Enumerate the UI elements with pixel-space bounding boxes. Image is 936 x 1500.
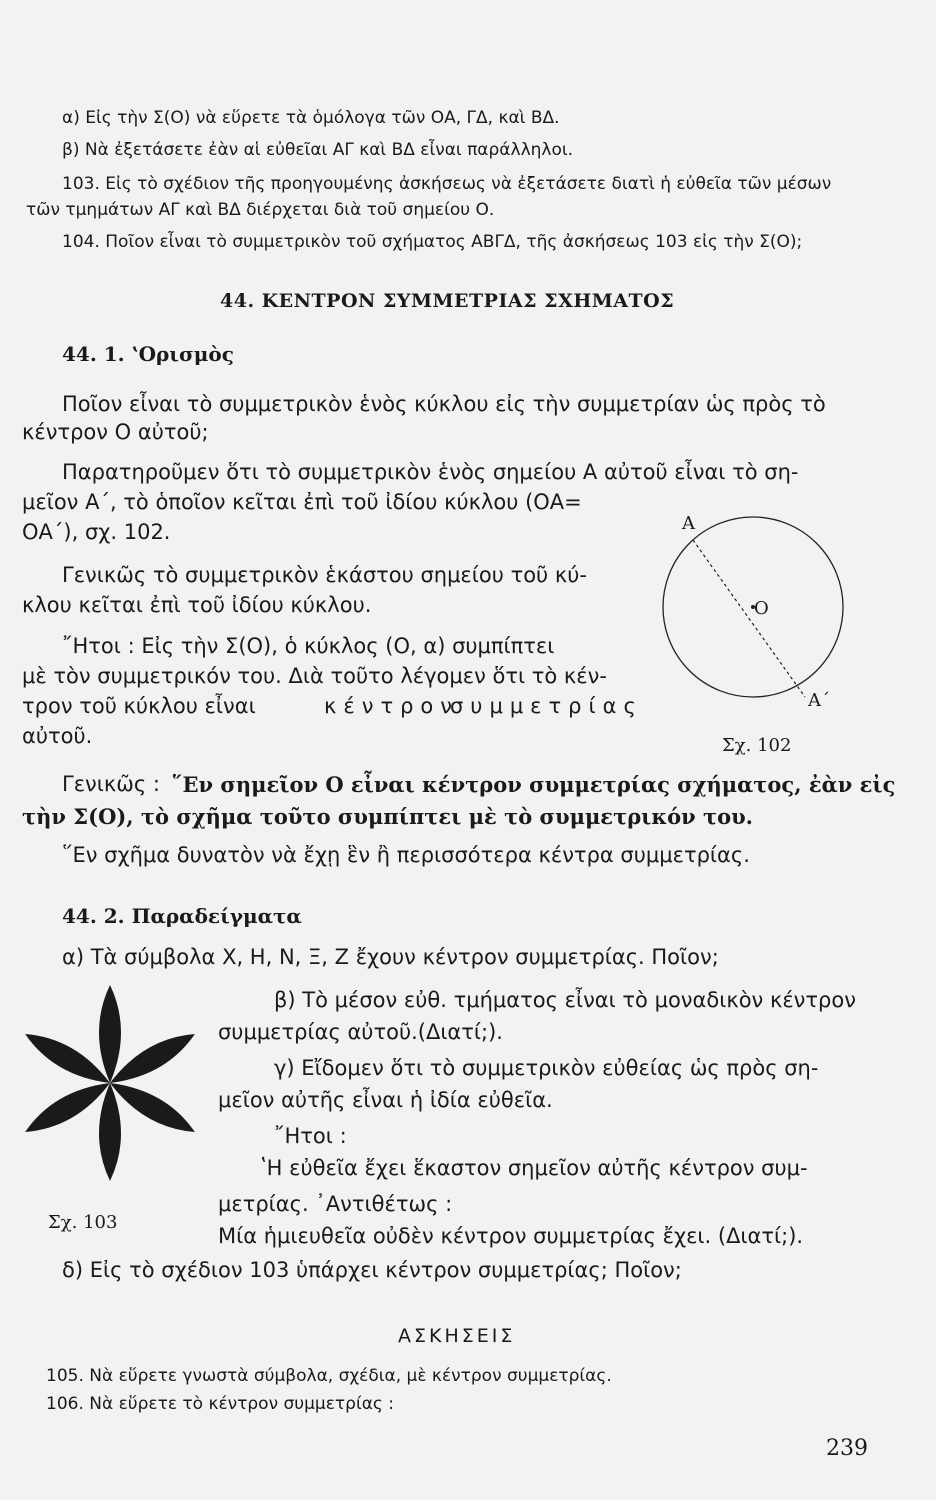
para4-spaced-kentron: κέντρον: [324, 694, 460, 718]
para1-line2: κέντρον Ο αὐτοῦ;: [22, 420, 209, 444]
example-b-line2: συμμετρίας αὐτοῦ.(Διατί;).: [218, 1020, 503, 1044]
para2-line2: μεῖον Α΄, τὸ ὁποῖον κεῖται ἐπὶ τοῦ ἰδίου κύκλου (ΟΑ=: [22, 490, 582, 514]
example-c-line6: Μία ἡμιευθεῖα οὐδὲν κέντρον συμμετρίας ἔχει. (Διατί;).: [218, 1224, 804, 1248]
para4-line1: ῎Ητοι : Εἰς τὴν Σ(Ο), ὁ κύκλος (Ο, α) συμπίπτει: [62, 634, 555, 658]
exercise-106: 106. Νὰ εὕρετε τὸ κέντρον συμμετρίας :: [46, 1394, 395, 1414]
example-b-line1: β) Τὸ μέσον εὐθ. τμήματος εἶναι τὸ μοναδικὸν κέντρον: [274, 988, 856, 1012]
subsection-examples: 44. 2. Παραδείγματα: [62, 904, 302, 928]
definition-line2: τὴν Σ(Ο), τὸ σχῆμα τοῦτο συμπίπτει μὲ τὸ συμμετρικόν του.: [22, 804, 753, 829]
fig102-label-O: Ο: [754, 598, 769, 619]
example-c-line5: μετρίας. ᾽Αντιθέτως :: [218, 1192, 453, 1216]
figure-103: [20, 985, 200, 1215]
petal-4: [99, 1083, 121, 1181]
para1-line1: Ποῖον εἶναι τὸ συμμετρικὸν ἑνὸς κύκλου εἰς τὴν συμμετρίαν ὡς πρὸς τὸ: [62, 392, 826, 416]
page-number: 239: [826, 1436, 868, 1461]
para3-line1: Γενικῶς τὸ συμμετρικὸν ἑκάστου σημείου τοῦ κύ-: [62, 563, 587, 587]
para5: ῞Εν σχῆμα δυνατὸν νὰ ἔχῃ ἓν ἢ περισσότερα κέντρα συμμετρίας.: [62, 843, 750, 867]
diameter-line: [693, 540, 805, 697]
fig102-caption: Σχ. 102: [722, 735, 792, 756]
para2-line1: Παρατηροῦμεν ὅτι τὸ συμμετρικὸν ἑνὸς σημείου Α αὐτοῦ εἶναι τὸ ση-: [62, 460, 799, 484]
general-label: Γενικῶς :: [62, 772, 160, 796]
section-title: 44. ΚΕΝΤΡΟΝ ΣΥΜΜΕΤΡΙΑΣ ΣΧΗΜΑΤΟΣ: [220, 290, 675, 312]
para2-line3: ΟΑ΄), σχ. 102.: [22, 520, 171, 544]
fig103-caption: Σχ. 103: [48, 1212, 118, 1233]
para3-line2: κλου κεῖται ἐπὶ τοῦ ἰδίου κύκλου.: [22, 593, 372, 617]
exercise-102b: β) Νὰ ἐξετάσετε ἐὰν αἱ εὐθεῖαι ΑΓ καὶ ΒΔ εἶναι παράλληλοι.: [62, 140, 574, 160]
petal-1: [99, 985, 121, 1083]
exercise-102a: α) Εἰς τὴν Σ(Ο) νὰ εὕρετε τὰ ὁμόλογα τῶν ΟΑ, ΓΔ, καὶ ΒΔ.: [62, 108, 560, 128]
para4-line2: μὲ τὸν συμμετρικόν του. Διὰ τοῦτο λέγομεν ὅτι τὸ κέν-: [22, 664, 607, 688]
para4-line4: αὐτοῦ.: [22, 724, 93, 748]
definition-line1: ῞Εν σημεῖον Ο εἶναι κέντρον συμμετρίας σχήματος, ἐὰν εἰς: [172, 772, 896, 797]
exercise-105: 105. Νὰ εὕρετε γνωστὰ σύμβολα, σχέδια, μὲ κέντρον συμμετρίας.: [46, 1366, 612, 1386]
para4-line3: τρον τοῦ κύκλου εἶναι: [22, 694, 256, 718]
example-c-line3: ῎Ητοι :: [274, 1124, 347, 1148]
exercise-103-line1: 103. Εἰς τὸ σχέδιον τῆς προηγουμένης ἀσκήσεως νὰ ἐξετάσετε διατὶ ἡ εὐθεῖα τῶν μέσων: [62, 174, 832, 194]
example-c-line2: μεῖον αὐτῆς εἶναι ἡ ἰδία εὐθεῖα.: [218, 1088, 553, 1112]
fig102-label-A-prime: Α΄: [808, 690, 830, 711]
exercise-103-line2: τῶν τμημάτων ΑΓ καὶ ΒΔ διέρχεται διὰ τοῦ σημείου Ο.: [26, 200, 495, 220]
example-d: δ) Εἰς τὸ σχέδιον 103 ὑπάρχει κέντρον συμμετρίας; Ποῖον;: [62, 1258, 682, 1282]
example-a: α) Τὰ σύμβολα Χ, Η, Ν, Ξ, Ζ ἔχουν κέντρον συμμετρίας. Ποῖον;: [62, 945, 719, 969]
exercises-title: ΑΣΚΗΣΕΙΣ: [398, 1325, 516, 1347]
fig102-label-A: Α: [682, 513, 695, 534]
example-c-line4: ʽΗ εὐθεῖα ἔχει ἕκαστον σημεῖον αὐτῆς κέντρον συμ-: [260, 1156, 808, 1180]
exercise-104: 104. Ποῖον εἶναι τὸ συμμετρικὸν τοῦ σχήματος ΑΒΓΔ, τῆς ἀσκήσεως 103 εἰς τὴν Σ(Ο);: [62, 232, 803, 252]
subsection-definition: 44. 1. ʽΟρισμὸς: [62, 342, 234, 366]
example-c-line1: γ) Εἴδομεν ὅτι τὸ συμμετρικὸν εὐθείας ὡς πρὸς ση-: [274, 1056, 819, 1080]
para4-spaced-symmetrias: συμμετρίας: [450, 694, 643, 718]
